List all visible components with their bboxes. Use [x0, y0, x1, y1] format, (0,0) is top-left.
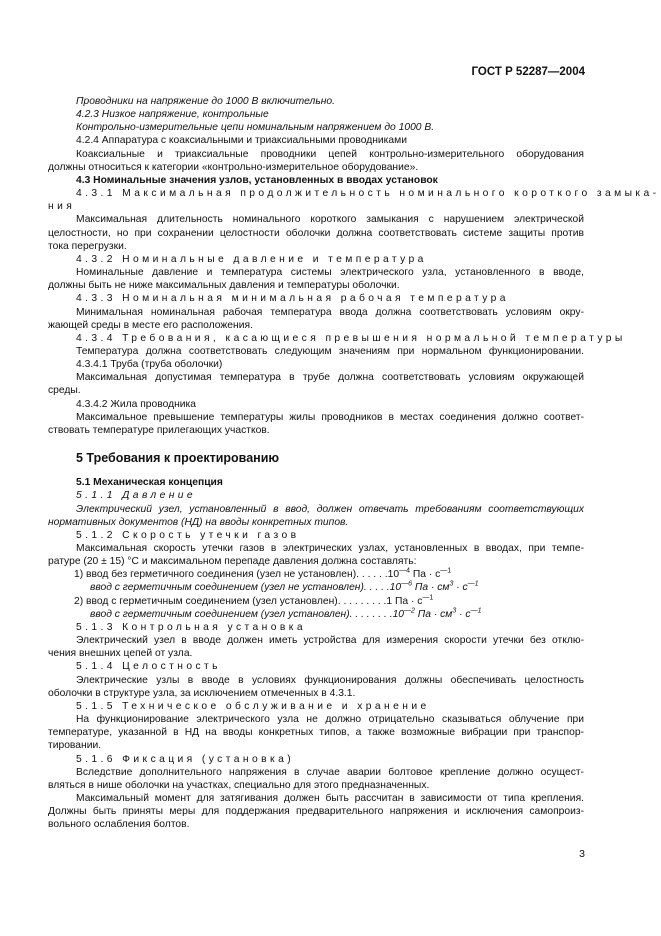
paragraph-line: нормативных документов (НД) на вводы конкретных типов. — [48, 516, 349, 528]
subsection-heading: 5.1.2 Скорость утечки газов — [76, 529, 300, 541]
paragraph-line: Максимальная длительность номинального короткого замыкания с нарушением электрической — [76, 214, 584, 226]
leak-rate-value: $10^{—2}$ Па · $см^3 \cdot с^{—1}$ — [392, 607, 482, 620]
paragraph-line: Максимальная допустимая температура в трубе должна соответствовать условиям окружающей — [76, 372, 584, 384]
leak-rate-item — [48, 568, 584, 581]
paragraph-line: температуре, указанной в НД на вводы конкретных типов, а также возможные вибрации при транспор- — [48, 727, 584, 739]
leader-dots: . . . . . — [363, 582, 390, 594]
leak-rate-value: $10^{—6}$ Па · $см^3 \cdot с^{—1}$ — [389, 581, 479, 594]
paragraph-line: На функционирование электрического узла не должно отрицательно сказываться облучение при — [76, 714, 584, 726]
subsection-heading: 5.1.4 Целостность — [76, 661, 221, 673]
document-id-header: ГОСТ Р 52287—2004 — [471, 66, 585, 78]
leak-rate-value: 1 Па · $с^{—1}$ — [386, 594, 434, 607]
paragraph-line: должны относиться к категории «контрольно-измерительное оборудование». — [48, 161, 419, 173]
leak-rate-label: 2) ввод с герметичным соединением (узел установлен) — [74, 595, 338, 607]
subsection-heading: 5.1.6 Фиксация (установка) — [76, 753, 295, 765]
leak-rate-item — [48, 595, 584, 608]
paragraph-line: ствовать температуре прилегающих участков. — [48, 424, 270, 436]
paragraph-line: Максимальная скорость утечки газов в электрических узлах, установленных в вводах, при темпе- — [76, 543, 584, 554]
paragraph-line: Номинальные давление и температура системы электрического узла, установленного в вводе, — [76, 267, 584, 279]
paragraph-line: Коаксиальные и триаксиальные проводники цепей контрольно-измерительного оборудования — [76, 148, 584, 160]
paragraph-line: вляться в нише оболочки на участках, специально для этого предназначенных. — [48, 779, 430, 791]
text-line: Контрольно-измерительные цепи номинальным напряжением до 1000 В. — [76, 122, 435, 134]
leader-dots: . . . . . . — [356, 569, 388, 581]
paragraph-line: Электрический узел в вводе должен иметь устройства для измерения скорости утечки без отклю- — [76, 635, 584, 647]
subsection-heading: 4.3.4.2 Жила проводника — [76, 398, 196, 410]
paragraph-line: Минимальная номинальная рабочая температура ввода должна соответствовать условиям окру- — [76, 306, 584, 318]
paragraph-line: жающей среды в месте его расположения. — [48, 319, 253, 331]
paragraph-line: ратуре (20 ± 15) °С и максимальном перепаде давления должна составлять: — [48, 556, 417, 568]
paragraph-line: Вследствие дополнительного напряжения в случае аварии болтовое крепление должно осущест- — [76, 766, 584, 778]
subsection-heading: 5.1.5 Техническое обслуживание и хранение — [76, 700, 430, 712]
paragraph-line: Должны быть приняты меры для поддержания предварительного напряжения и исключения самопроиз- — [48, 806, 584, 818]
subsection-heading: 4.2.3 Низкое напряжение, контрольные — [76, 109, 269, 121]
subsection-heading-cont: ния — [48, 201, 76, 213]
section-heading-5: 5 Требования к проектированию — [76, 451, 280, 466]
paragraph-line: тока перегрузки. — [48, 240, 127, 252]
subsection-heading: 4.2.4 Аппаратура с коаксиальными и триаксиальными проводниками — [76, 135, 407, 147]
document-body — [48, 95, 660, 831]
leader-dots: . . . . . . . . . — [337, 595, 387, 607]
subsection-heading: 5.1.3 Контрольная установка — [76, 621, 306, 633]
leader-dots: . . . . . . . . — [349, 608, 393, 620]
subsection-heading: 4.3.3 Номинальная минимальная рабочая температура — [76, 293, 509, 305]
leak-rate-label: ввод с герметичным соединением (узел установлен) — [90, 608, 350, 620]
leak-rate-label: 1) ввод без герметичного соединения (узел не установлен) — [74, 569, 357, 581]
paragraph-line: вольного ослабления болтов. — [48, 819, 190, 831]
paragraph-line: должны быть не ниже максимальных давления и температуры оболочки. — [48, 280, 400, 292]
paragraph-line: Максимальный момент для затягивания должен быть рассчитан в зависимости от типа крепления. — [76, 792, 584, 804]
leak-rate-label: ввод с герметичным соединением (узел не установлен) — [90, 582, 364, 594]
paragraph-line: Температура должна соответствовать следующим значениям при нормальном функционировании. — [76, 345, 584, 357]
section-heading-5-1: 5.1 Механическая концепция — [76, 477, 223, 489]
text-line: Проводники на напряжение до 1000 В включительно. — [76, 96, 336, 107]
paragraph-line: Электрический узел, установленный в ввод, должен отвечать требованиям соответствующих — [76, 503, 584, 515]
subsection-heading: 4.3.4.1 Труба (труба оболочки) — [76, 359, 223, 371]
paragraph-line: Максимальное превышение температуры жилы проводников в местах соединения должно соответ- — [76, 411, 584, 423]
page-number: 3 — [579, 848, 585, 860]
leak-rate-value: $10^{—4}$ Па · $с^{—1}$ — [387, 567, 452, 581]
paragraph-line: целостности, но при сохранении целостности оболочки должна соответствовать системе защиты против — [48, 227, 584, 239]
subsection-heading: 4.3.1 Максимальная продолжительность номинального короткого замыка- — [76, 188, 660, 200]
paragraph-line: тировании. — [48, 740, 102, 752]
leak-rate-item — [48, 608, 584, 621]
subsection-heading: 4.3.4 Требования, касающиеся превышения нормальной температуры — [76, 332, 626, 344]
paragraph-line: оболочки в структуре узла, за исключением отмеченных в 4.3.1. — [48, 687, 356, 699]
subsection-heading: 4.3.2 Номинальные давление и температура — [76, 253, 427, 265]
paragraph-line: Электрические узлы в вводе в условиях функционирования должны обеспечивать целостность — [76, 674, 584, 686]
paragraph-line: среды. — [48, 385, 81, 397]
paragraph-line: чения внешних цепей от узла. — [48, 648, 193, 660]
section-heading-4-3: 4.3 Номинальные значения узлов, установленных в вводах установок — [76, 174, 438, 186]
leak-rate-item — [48, 581, 584, 594]
subsection-heading: 5.1.1 Давление — [76, 490, 197, 502]
